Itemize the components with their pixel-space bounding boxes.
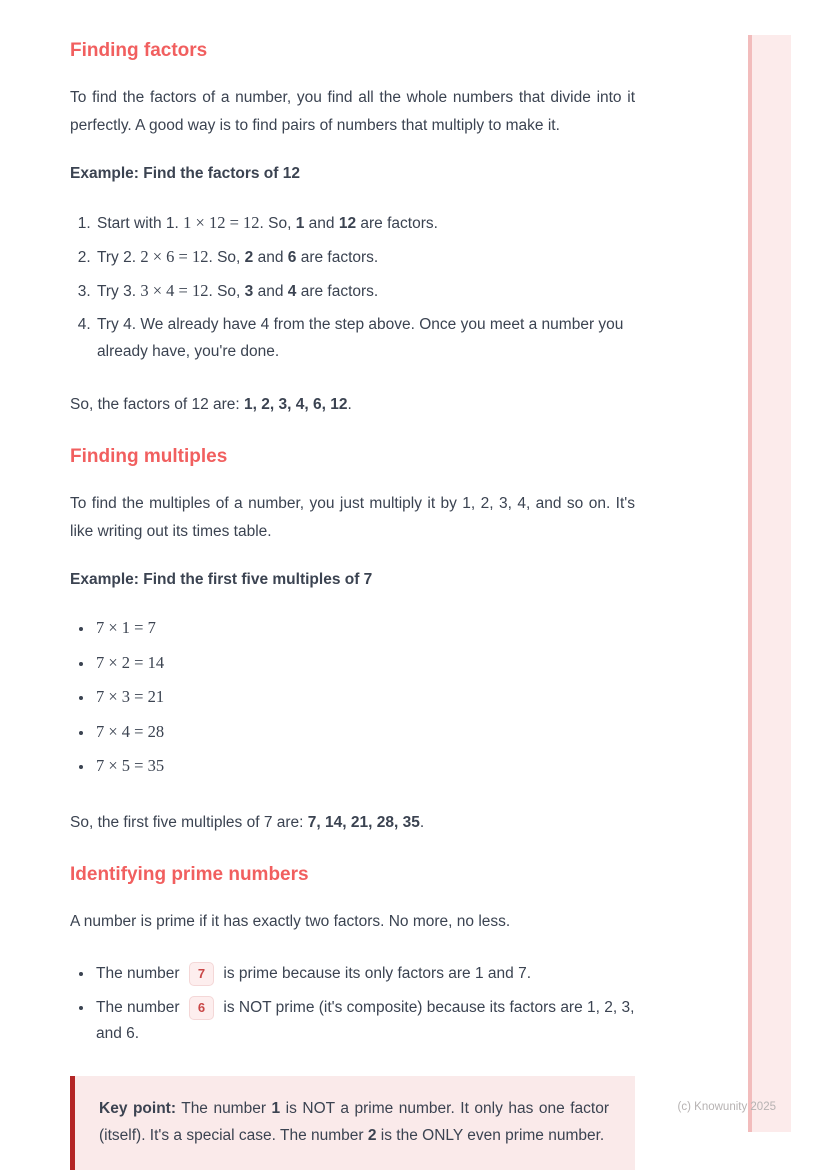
section-identifying-primes [70, 864, 635, 1170]
bold-text-run: 4 [287, 283, 297, 300]
bold-text-run: 2 [244, 249, 254, 266]
text-run: The number [175, 1099, 272, 1117]
text-run: and [304, 215, 339, 232]
math-expression: 7 × 4 = 28 [96, 721, 165, 741]
multiples-item-4 [94, 719, 635, 747]
math-expression: 7 × 2 = 14 [96, 652, 165, 672]
section-finding-multiples [70, 446, 635, 836]
text-run: is NOT prime (it's composite) because its factors are 1, 2, 3, and 6. [96, 998, 635, 1042]
primes-list [70, 961, 635, 1048]
bold-text-run: 12 [338, 215, 357, 232]
multiples-item-5 [94, 753, 635, 781]
bold-text-run: 7, 14, 21, 28, 35 [307, 813, 420, 831]
number-badge: 6 [189, 996, 214, 1020]
primes-intro-paragraph: A number is prime if it has exactly two factors. No more, no less. [70, 912, 511, 930]
key-point-callout [70, 1076, 635, 1170]
text-run: is prime because its only factors are 1 and 7. [219, 965, 532, 982]
document-content [70, 40, 635, 1170]
multiples-example-label: Example: Find the first five multiples of 7 [70, 571, 373, 588]
text-run: . [347, 396, 352, 413]
text-run: So, the first five multiples of 7 are: [70, 813, 308, 831]
factors-step-2 [95, 243, 635, 271]
bold-text-run: 3 [244, 283, 254, 300]
factors-intro-paragraph: To find the factors of a number, you find all the whole numbers that divide into it perfectly. A good way is to find pairs of numbers that multiply to make it. [70, 89, 635, 134]
multiples-list [70, 615, 635, 781]
bold-text-run: 1 [295, 215, 305, 232]
text-run: The number [96, 998, 184, 1016]
section-heading-identifying-primes: Identifying prime numbers [70, 863, 309, 885]
factors-summary [70, 391, 635, 418]
multiples-summary [70, 809, 635, 836]
math-expression: 3 × 4 = 12 [140, 281, 209, 300]
text-run: Try 2. [97, 249, 141, 266]
multiples-item-1 [94, 615, 635, 643]
factors-steps-list [70, 209, 635, 365]
math-expression: 2 × 6 = 12 [140, 247, 209, 266]
bold-text-run: 1, 2, 3, 4, 6, 12 [244, 396, 348, 413]
text-run: . [419, 813, 425, 831]
text-run: is the ONLY even prime number. [376, 1127, 605, 1144]
factors-step-1 [95, 209, 635, 237]
multiples-item-3 [94, 684, 635, 712]
bold-text-run: 1 [271, 1099, 281, 1117]
math-expression: 7 × 5 = 35 [96, 756, 165, 775]
text-run: Try 4. We already have 4 from the step above. Once you meet a number you already have, you're done. [97, 316, 624, 360]
text-run: The number [96, 965, 184, 982]
section-finding-factors [70, 40, 635, 418]
section-heading-finding-factors: Finding factors [70, 40, 208, 61]
math-expression: 1 × 12 = 12 [183, 213, 260, 232]
text-run: So, the factors of 12 are: [70, 396, 245, 413]
bold-text-run: Key point: [99, 1099, 176, 1117]
text-run: . So, [259, 215, 296, 232]
text-run: and [253, 249, 288, 266]
number-badge: 7 [189, 962, 214, 986]
factors-step-3 [95, 277, 635, 305]
text-run: . So, [208, 249, 245, 266]
text-run: and [253, 283, 288, 300]
math-expression: 7 × 1 = 7 [96, 618, 156, 637]
multiples-intro-paragraph: To find the multiples of a number, you just multiply it by 1, 2, 3, 4, and so on. It's like writing out its times table. [70, 495, 635, 540]
math-expression: 7 × 3 = 21 [96, 687, 165, 706]
bold-text-run: 6 [287, 249, 297, 266]
text-run: Try 3. [97, 283, 141, 300]
copyright-watermark: (c) Knowunity 2025 [677, 1101, 776, 1113]
bold-text-run: 2 [367, 1127, 377, 1144]
text-run: are factors. [296, 283, 379, 300]
factors-example-label: Example: Find the factors of 12 [70, 165, 300, 182]
multiples-item-2 [94, 650, 635, 678]
primes-item-2 [94, 995, 635, 1048]
primes-item-1 [94, 961, 635, 988]
text-run: Start with 1. [97, 215, 184, 232]
text-run: are factors. [356, 215, 438, 232]
text-run: are factors. [296, 249, 379, 266]
page-edge-stripe [748, 35, 791, 1132]
text-run: . So, [208, 283, 245, 300]
section-heading-finding-multiples: Finding multiples [70, 446, 228, 467]
text-run: is NOT a prime number. It only has one factor (itself). It's a special case. The number [99, 1099, 609, 1144]
factors-step-4 [95, 311, 635, 365]
